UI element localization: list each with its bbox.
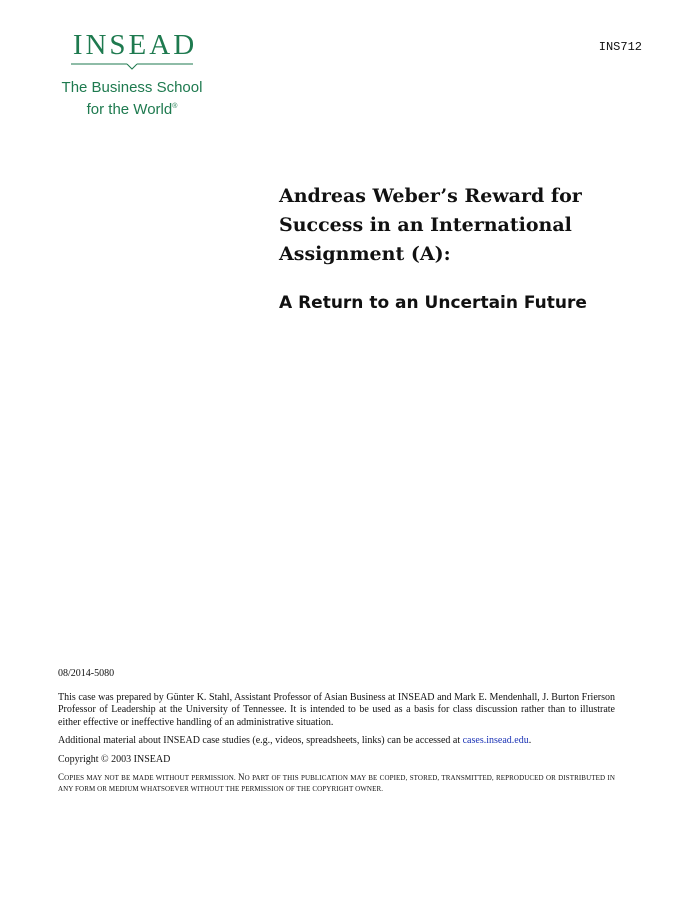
notice-initial-2: N bbox=[238, 772, 245, 782]
cases-link[interactable]: cases.insead.edu bbox=[462, 735, 529, 746]
case-title bbox=[279, 182, 659, 269]
logo-tagline bbox=[52, 78, 212, 119]
additional-material-text: Additional material about INSEAD case studies (e.g., videos, spreadsheets, links) can be accessed at bbox=[58, 735, 461, 746]
case-title-line3: Assignment (A): bbox=[279, 243, 451, 265]
case-title-line2: Success in an International bbox=[279, 214, 572, 236]
link-suffix: . bbox=[528, 735, 532, 746]
insead-logo bbox=[52, 30, 212, 119]
logo-wordmark: INSEAD bbox=[72, 29, 198, 61]
case-title-line1: Andreas Weber’s Reward for bbox=[279, 185, 582, 207]
copyright-notice bbox=[58, 772, 615, 795]
additional-material-statement bbox=[58, 735, 615, 748]
case-footer bbox=[58, 668, 615, 801]
copyright-line: Copyright © 2003 INSEAD bbox=[58, 753, 171, 765]
notice-text-1: OPIES MAY NOT BE MADE WITHOUT PERMISSION. bbox=[64, 774, 239, 782]
registered-mark: ® bbox=[172, 103, 178, 110]
logo-swoosh-icon bbox=[71, 62, 193, 72]
case-code: INS712 bbox=[598, 40, 642, 54]
notice-text-2: O PART OF THIS PUBLICATION MAY BE COPIED, STORED, TRANSMITTED, REPRODUCED OR DISTRIBUTED IN ANY FORM OR MEDIUM WHATSOEVER WITHOUT THE PERMISSION OF THE COPYRIGHT OWNER. bbox=[58, 774, 616, 793]
logo-tagline-line2 bbox=[52, 97, 212, 119]
case-reference-number: 08/2014-5080 bbox=[58, 668, 115, 679]
logo-tagline-line2-text: for the World bbox=[86, 101, 173, 118]
logo-tagline-line1: The Business School bbox=[61, 79, 203, 96]
case-subtitle: A Return to an Uncertain Future bbox=[279, 293, 587, 313]
notice-initial-1: C bbox=[58, 772, 65, 782]
prepared-by-statement: This case was prepared by Günter K. Stahl, Assistant Professor of Asian Business at INSEAD and Mark E. Mendenhall, J. Burton Frierson Professor of Leadership at the University of Tennessee. It is intended to be used as a basis for class discussion rather than to illustrate either effective or ineffective handling of an administrative situation. bbox=[58, 691, 615, 728]
